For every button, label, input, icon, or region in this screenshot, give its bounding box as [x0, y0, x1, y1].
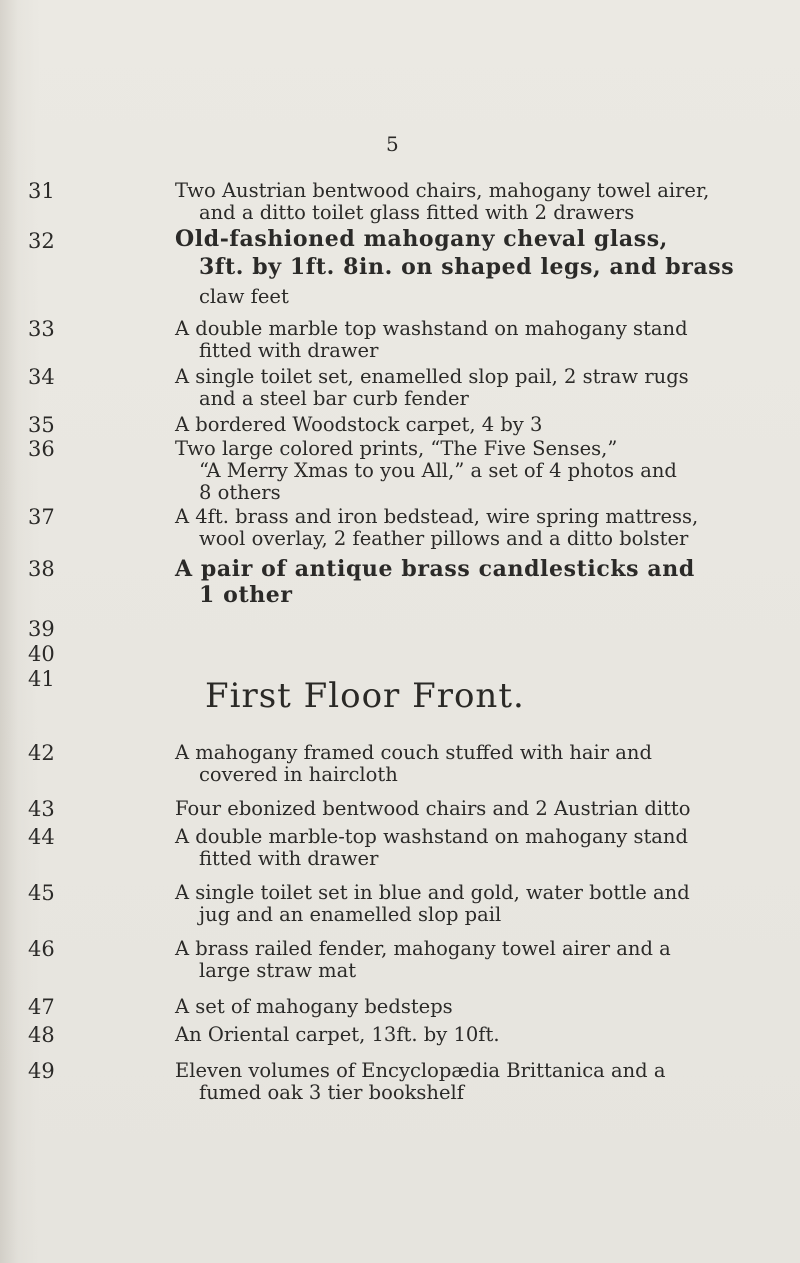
lot-line: A bordered Woodstock carpet, 4 by 3	[175, 413, 543, 436]
lot-number: 43	[28, 797, 55, 821]
lot-line-bold: 3ft. by 1ft. 8in. on shaped legs, and brass	[199, 254, 735, 280]
lot-number: 44	[28, 825, 55, 849]
lot-line: Two Austrian bentwood chairs, mahogany towel airer,	[175, 179, 710, 202]
lot-description	[175, 414, 790, 436]
lot-line: Two large colored prints, “The Five Senses,”	[175, 437, 618, 460]
lot-number: 42	[28, 741, 55, 765]
lot-line: A 4ft. brass and iron bedstead, wire spring mattress,	[175, 505, 699, 528]
lot-number: 38	[28, 557, 55, 581]
lot-line: jug and an enamelled slop pail	[199, 903, 502, 926]
lot-line: Old-fashioned mahogany cheval glass,	[175, 226, 668, 252]
lot-number: 33	[28, 317, 55, 341]
lot-line: and a steel bar curb fender	[199, 387, 469, 410]
section-heading: First Floor Front.	[205, 676, 525, 716]
lot-number: 35	[28, 413, 55, 437]
lot-description	[175, 882, 790, 926]
lot-line: A double marble-top washstand on mahogany stand	[175, 825, 688, 848]
lot-line: A single toilet set in blue and gold, water bottle and	[175, 881, 690, 904]
lot-line: A mahogany framed couch stuffed with hair and	[175, 741, 652, 764]
lot-number: 49	[28, 1059, 55, 1083]
lot-description	[175, 506, 790, 550]
lot-line: Eleven volumes of Encyclopædia Brittanica and a	[175, 1059, 666, 1082]
lot-description	[175, 180, 790, 224]
lot-number: 31	[28, 179, 55, 203]
lot-line: A pair of antique brass candlesticks and	[175, 556, 695, 582]
lot-line: claw feet	[199, 285, 289, 308]
lot-number: 32	[28, 229, 55, 253]
lot-number: 48	[28, 1023, 55, 1047]
lot-line: A brass railed fender, mahogany towel airer and a	[175, 937, 671, 960]
lot-number: 45	[28, 881, 55, 905]
lot-line: large straw mat	[199, 959, 357, 982]
lot-description	[175, 556, 790, 608]
lot-line: fumed oak 3 tier bookshelf	[199, 1081, 464, 1104]
lot-line: A double marble top washstand on mahogany stand	[175, 317, 688, 340]
lot-description	[175, 366, 790, 410]
lot-description	[175, 742, 790, 786]
lot-description	[175, 798, 790, 820]
lot-number: 46	[28, 937, 55, 961]
lot-description	[175, 996, 790, 1018]
lot-number: 37	[28, 505, 55, 529]
lot-line: 1 other	[199, 582, 293, 608]
lot-line: 8 others	[199, 481, 281, 504]
lot-description	[175, 1024, 790, 1046]
lot-line: covered in haircloth	[199, 763, 398, 786]
lot-line: and a ditto toilet glass fitted with 2 drawers	[199, 201, 635, 224]
lot-description	[175, 438, 790, 504]
lot-description-cont	[175, 254, 790, 308]
lot-line	[175, 254, 790, 280]
lot-number: 40	[28, 642, 55, 666]
lot-number: 36	[28, 437, 55, 461]
lot-line: wool overlay, 2 feather pillows and a ditto bolster	[199, 527, 689, 550]
lot-description	[175, 826, 790, 870]
lot-number: 41	[28, 667, 55, 691]
lot-description	[175, 226, 790, 252]
lot-line: An Oriental carpet, 13ft. by 10ft.	[175, 1023, 500, 1046]
lot-number: 39	[28, 617, 55, 641]
lot-line: fitted with drawer	[199, 847, 379, 870]
lot-number: 34	[28, 365, 55, 389]
lot-line: A single toilet set, enamelled slop pail, 2 straw rugs	[175, 365, 689, 388]
lot-number: 47	[28, 995, 55, 1019]
lot-description	[175, 1060, 790, 1104]
lot-description	[175, 938, 790, 982]
lot-line: fitted with drawer	[199, 339, 379, 362]
lot-line: Four ebonized bentwood chairs and 2 Austrian ditto	[175, 797, 691, 820]
page-number: 5	[386, 132, 399, 156]
lot-line: A set of mahogany bedsteps	[175, 995, 453, 1018]
lot-description	[175, 318, 790, 362]
lot-line: “A Merry Xmas to you All,” a set of 4 photos and	[199, 459, 677, 482]
